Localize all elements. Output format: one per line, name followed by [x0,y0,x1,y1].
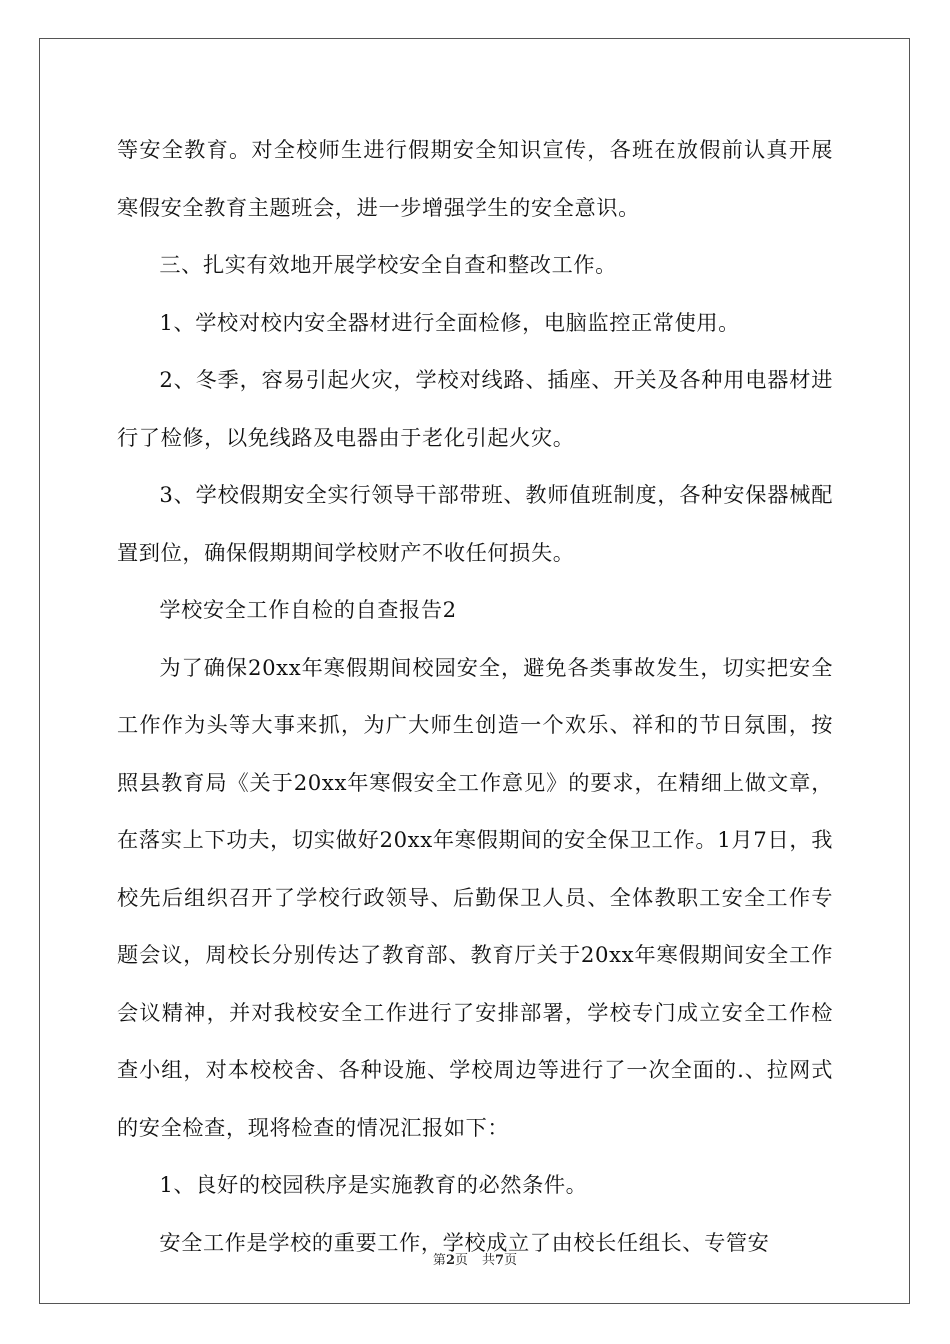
total-suffix: 页 [504,1253,518,1268]
total-prefix: 共 [482,1253,496,1268]
page-number: 2 [445,1253,455,1268]
section-title: 学校安全工作自检的自查报告2 [159,597,457,622]
paragraph-9: 安全工作是学校的重要工作，学校成立了由校长任组长、专管安 [159,1229,770,1255]
page-suffix: 页 [454,1253,468,1268]
page-footer [0,1249,950,1268]
total-pages: 7 [495,1253,505,1268]
paragraph-7: 为了确保20xx年寒假期间校园安全，避免各类事故发生，切实把安全工作作为头等大事来抓，为广大师生创造一个欢乐、祥和的节日氛围，按照县教育局《关于20xx年寒假安全工作意见》的要求，在精细上做文章，在落实上下功夫，切实做好20xx年寒假期间的安全保卫工作。1月7日，我校先后组织召开了学校行政领导、后勤保卫人员、全体教职工安全工作专题会议，周校长分别传达了教育部、教育厅关于20xx年寒假期间安全工作会议精神，并对我校安全工作进行了安排部署，学校专门成立安全工作检查小组，对本校校舍、各种设施、学校周边等进行了一次全面的.、拉网式的安全检查，现将检查的情况汇报如下： [117,654,833,1140]
page-prefix: 第 [432,1253,446,1268]
paragraph-5: 3、学校假期安全实行领导干部带班、教师值班制度，各种安保器械配置到位，确保假期期间学校财产不收任何损失。 [117,482,833,565]
paragraph-3: 1、学校对校内安全器材进行全面检修，电脑监控正常使用。 [159,309,740,335]
paragraph-4: 2、冬季，容易引起火灾，学校对线路、插座、开关及各种用电器材进行了检修，以免线路及电器由于老化引起火灾。 [117,367,833,450]
paragraph-8: 1、良好的校园秩序是实施教育的必然条件。 [159,1172,588,1197]
paragraph-2: 三、扎实有效地开展学校安全自查和整改工作。 [159,252,617,277]
document-body [117,121,833,1271]
paragraph-1: 等安全教育。对全校师生进行假期安全知识宣传，各班在放假前认真开展寒假安全教育主题班会，进一步增强学生的安全意识。 [117,137,833,220]
